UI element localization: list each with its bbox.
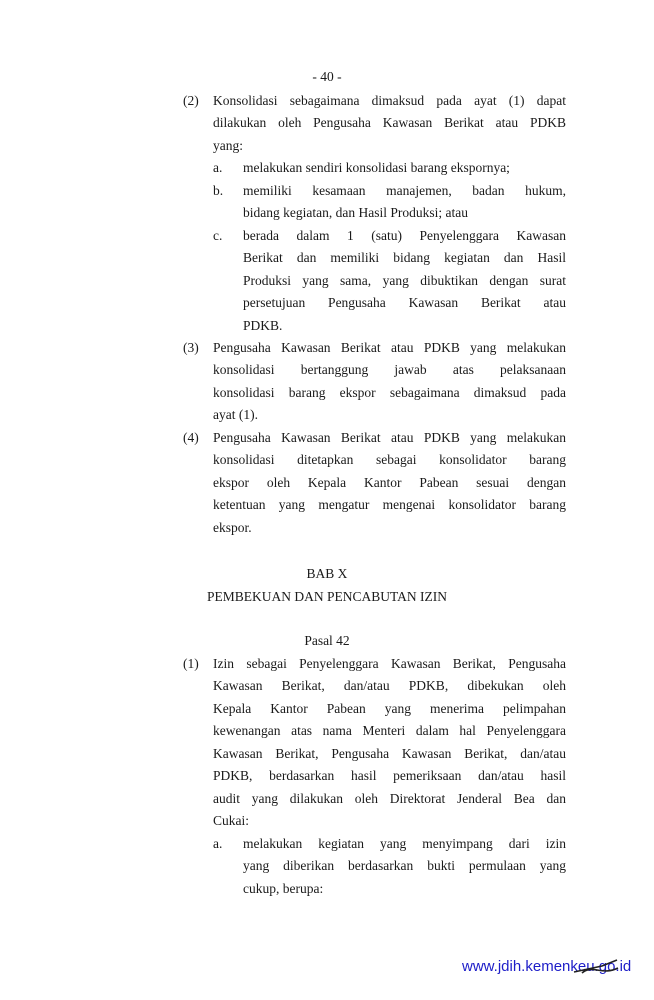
paragraph-line: yang: [213, 137, 243, 153]
paragraph-line: Kepala Kantor Pabean yang menerima pelimpahan [213, 700, 566, 716]
paragraph-line: ekspor oleh Kepala Kantor Pabean sesuai dengan [213, 474, 566, 490]
paragraph-line: Pengusaha Kawasan Berikat atau PDKB yang melakukan [213, 339, 566, 355]
watermark-link[interactable]: www.jdih.kemenkeu.go.id [462, 958, 632, 975]
article-title: Pasal 42 [304, 633, 350, 648]
list-item-line: Berikat dan memiliki bidang kegiatan dan Hasil [243, 250, 566, 266]
paragraph-number: (2) [183, 93, 199, 108]
list-letter: c. [213, 227, 223, 243]
paragraph-line: Konsolidasi sebagaimana dimaksud pada ayat (1) dapat [213, 93, 566, 108]
paragraph-number: (4) [183, 429, 199, 445]
paragraph-line: kewenangan atas nama Menteri dalam hal Penyelenggara [213, 723, 566, 739]
paragraph-line: konsolidasi ditetapkan sebagai konsolidator barang [213, 452, 566, 468]
list-item-line: bidang kegiatan, dan Hasil Produksi; atau [243, 205, 468, 221]
paragraph-line: ayat (1). [213, 407, 258, 423]
paragraph-line: Izin sebagai Penyelenggara Kawasan Berikat, Pengusaha [213, 656, 566, 671]
paragraph-number: (1) [183, 656, 199, 671]
list-item-line: persetujuan Pengusaha Kawasan Berikat atau [243, 295, 566, 311]
paragraph-line: konsolidasi bertanggung jawab atas pelaksanaan [213, 362, 566, 378]
list-letter: b. [213, 182, 224, 198]
paragraph-line: Pengusaha Kawasan Berikat atau PDKB yang melakukan [213, 429, 566, 445]
paragraph-number: (3) [183, 339, 199, 355]
paragraph-line: Cukai: [213, 813, 249, 829]
list-item-line: PDKB. [243, 317, 283, 333]
list-item-line: berada dalam 1 (satu) Penyelenggara Kawasan [243, 227, 566, 243]
paragraph-line: ekspor. [213, 519, 252, 535]
paragraph-line: PDKB, berdasarkan hasil pemeriksaan dan/atau hasil [213, 768, 566, 784]
paragraph-line: dilakukan oleh Pengusaha Kawasan Berikat atau PDKB [213, 115, 566, 131]
paragraph-line: konsolidasi barang ekspor sebagaimana dimaksud pada [213, 384, 566, 400]
list-item-line: memiliki kesamaan manajemen, badan hukum, [243, 182, 566, 198]
list-letter: a. [213, 835, 223, 851]
list-item-line: cukup, berupa: [243, 880, 324, 896]
signature-scribble-icon [572, 958, 622, 978]
chapter-label: BAB X [306, 566, 348, 581]
list-letter: a. [213, 160, 223, 176]
chapter-title: PEMBEKUAN DAN PENCABUTAN IZIN [206, 589, 448, 604]
page-number: - 40 - [312, 69, 342, 84]
paragraph-line: Kawasan Berikat, dan/atau PDKB, dibekukan oleh [213, 678, 566, 694]
paragraph-line: ketentuan yang mengatur mengenai konsolidator barang [213, 497, 566, 513]
list-item-line: melakukan sendiri konsolidasi barang ekspornya; [243, 160, 510, 176]
paragraph-line: audit yang dilakukan oleh Direktorat Jenderal Bea dan [213, 790, 566, 806]
paragraph-line: Kawasan Berikat, Pengusaha Kawasan Berikat, dan/atau [213, 745, 566, 761]
list-item-line: melakukan kegiatan yang menyimpang dari izin [243, 835, 566, 851]
list-item-line: yang diberikan berdasarkan bukti permulaan yang [243, 858, 566, 874]
list-item-line: Produksi yang sama, yang dibuktikan dengan surat [243, 272, 566, 288]
